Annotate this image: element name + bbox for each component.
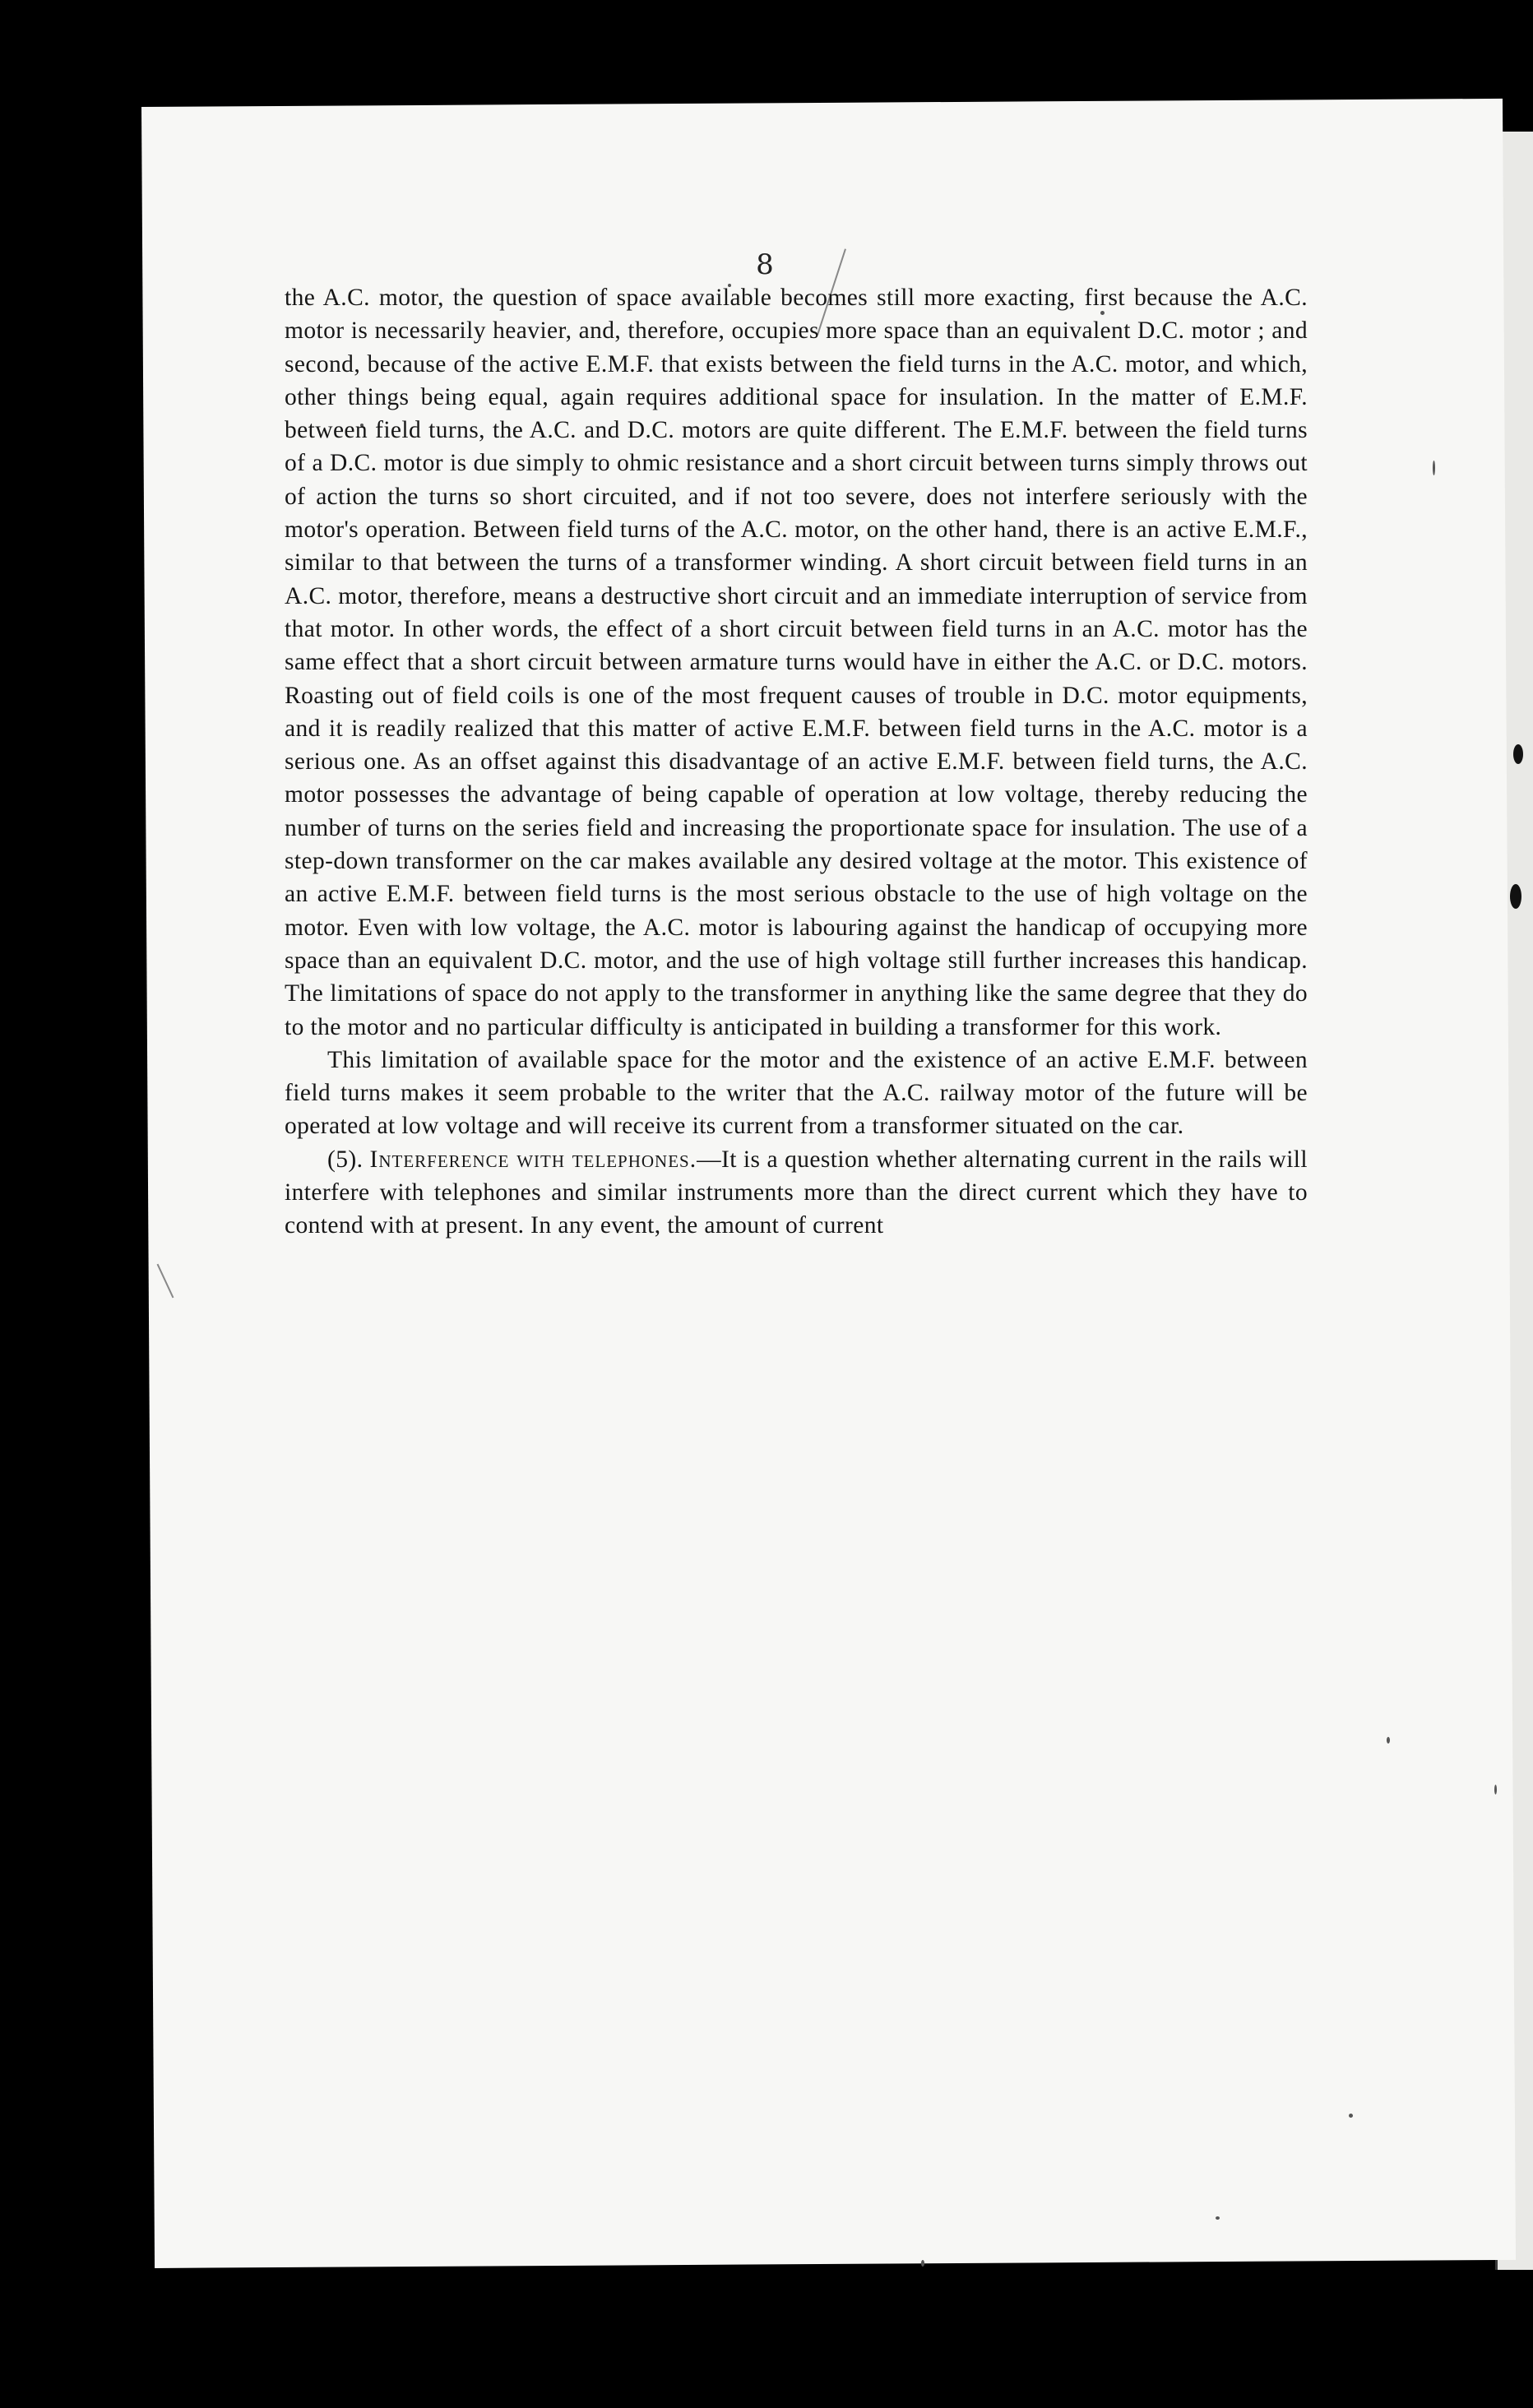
section-text: —It is a question whether alternating current in the rails will interfere with telephones and similar instruments more than the direct current which they have to contend with at present. In any event, the amount of current xyxy=(285,1146,1308,1239)
dust-speck xyxy=(1510,884,1521,909)
section-interference xyxy=(285,1143,1308,1243)
dust-speck xyxy=(1387,1737,1390,1743)
dust-speck xyxy=(1494,1785,1497,1794)
section-number: (5). xyxy=(327,1146,364,1173)
dust-speck xyxy=(1513,744,1523,764)
dust-speck xyxy=(1433,461,1435,475)
dust-speck xyxy=(1349,2114,1353,2118)
page-number: 8 xyxy=(756,248,774,281)
section-heading: Interference with telephones. xyxy=(369,1146,697,1173)
dust-speck xyxy=(1216,2216,1220,2220)
dust-speck xyxy=(921,2260,924,2267)
page-body xyxy=(285,281,1308,1243)
paragraph-motor-space: the A.C. motor, the question of space available becomes still more exacting, first because the A.C. motor is necessarily heavier, and, therefore, occupies more space than an equivalent D.C. motor ; and second, because of the active E.M.F. that exists between the field turns in the A.C. motor, and which, other things being equal, again requires additional space for insulation. In the matter of E.M.F. between field turns, the A.C. and D.C. motors are quite different. The E.M.F. between the field turns of a D.C. motor is due simply to ohmic resistance and a short circuit between turns simply throws out of action the turns so short circuited, and if not too severe, does not interfere seriously with the motor's operation. Between field turns of the A.C. motor, on the other hand, there is an active E.M.F., similar to that between the turns of a transformer winding. A short circuit between field turns in an A.C. motor, therefore, means a destructive short circuit and an immediate interruption of service from that motor. In other words, the effect of a short circuit between field turns in an A.C. motor has the same effect that a short circuit between armature turns would have in either the A.C. or D.C. motors. Roasting out of field coils is one of the most frequent causes of trouble in D.C. motor equipments, and it is readily realized that this matter of active E.M.F. between field turns in the A.C. motor is a serious one. As an offset against this disadvantage of an active E.M.F. between field turns, the A.C. motor possesses the advantage of being capable of operation at low voltage, thereby reducing the number of turns on the series field and increasing the proportionate space for insulation. The use of a step-down transformer on the car makes available any desired voltage at the motor. This existence of an active E.M.F. between field turns is the most serious obstacle to the use of high voltage on the motor. Even with low voltage, the A.C. motor is labouring against the handicap of occupying more space than an equivalent D.C. motor, and the use of high voltage still further increases this handicap. The limitations of space do not apply to the transformer in anything like the same degree that they do to the motor and no particular difficulty is anticipated in building a transformer for this work. xyxy=(285,285,1308,1040)
paragraph-limitation: This limitation of available space for the motor and the existence of an active E.M.F. between field turns makes it seem probable to the writer that the A.C. railway motor of the future will be operated at low voltage and will receive its current from a transformer situated on the car. xyxy=(285,1046,1308,1140)
